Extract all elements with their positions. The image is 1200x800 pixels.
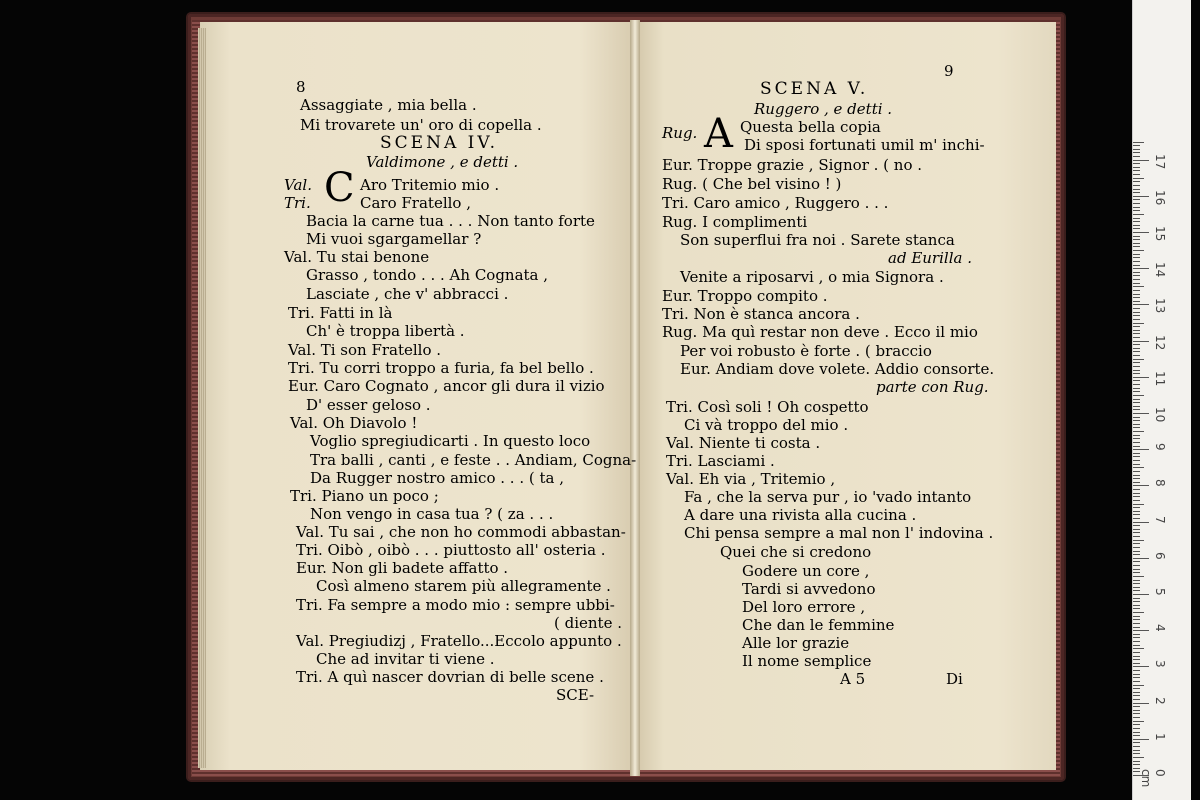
ruler-tick [1133,583,1140,584]
ruler-tick [1133,522,1149,523]
ruler-tick [1133,453,1140,454]
right_page-line: Godere un core , [742,562,870,580]
ruler-label: 1 [1153,732,1167,741]
ruler-tick [1133,634,1140,635]
ruler-tick [1133,757,1144,758]
ruler-tick [1133,656,1140,657]
ruler-tick [1133,221,1140,222]
right_page-line: Di [946,670,963,688]
ruler-tick [1133,536,1140,537]
ruler-tick [1133,699,1140,700]
ruler-tick [1133,232,1149,233]
ruler-label: 12 [1153,334,1167,350]
ruler-tick [1133,496,1140,497]
right_page-line: Di sposi fortunati umil m' inchi- [744,136,985,154]
ruler-tick [1133,207,1140,208]
left_page-line: SCE- [556,686,595,704]
ruler-tick [1133,554,1140,555]
ruler-tick [1133,471,1140,472]
ruler-tick [1133,598,1140,599]
right_page-line: Tri. Non è stanca ancora . [662,305,860,323]
ruler-tick [1133,384,1140,385]
right_page-line: A 5 [840,670,866,688]
ruler-tick [1133,641,1140,642]
ruler-tick [1133,431,1144,432]
ruler-tick [1133,323,1144,324]
ruler-tick [1133,225,1140,226]
right_page-line: Venite a riposarvi , o mia Signora . [680,268,944,286]
ruler-tick [1133,163,1140,164]
ruler-tick [1133,580,1140,581]
right_page-line: A dare una rivista alla cucina . [684,506,917,524]
left_page-line: Valdimone , e detti . [366,153,519,171]
left_page-line: Da Rugger nostro amico . . . ( ta , [310,469,564,487]
ruler-label: 7 [1153,515,1167,524]
left_page-line: Tri. Fatti in là [288,304,393,322]
left_page-line: Tri. [284,194,311,212]
ruler-tick [1133,380,1140,381]
ruler-tick [1133,717,1140,718]
ruler-tick [1133,750,1140,751]
ruler-tick [1133,301,1140,302]
left_page-line: Val. Tu sai , che non ho commodi abbastan- [296,523,626,541]
measuring-ruler [1132,0,1191,800]
ruler-tick [1133,370,1140,371]
ruler-tick [1133,746,1140,747]
ruler-tick [1133,424,1140,425]
ruler-tick [1133,438,1140,439]
right_page-line: Son superflui fra noi . Sarete stanca [680,231,955,249]
ruler-tick [1133,442,1140,443]
ruler-tick [1133,761,1140,762]
ruler-tick [1133,627,1140,628]
ruler-tick [1133,493,1140,494]
left_page-line: Eur. Caro Cognato , ancor gli dura il vizio [288,377,605,395]
right_page-line: Tri. Caro amico , Ruggero . . . [662,194,889,212]
ruler-tick [1133,326,1140,327]
ruler-tick [1133,167,1140,168]
left_page-line: Val. Pregiudizj , Fratello...Eccolo appunto . [296,632,622,650]
ruler-tick [1133,170,1140,171]
right_page-line: SCENA V. [760,79,869,99]
right_page-line: Rug. Ma quì restar non deve . Ecco il mio [662,323,978,341]
right_page-line: Ruggero , e detti . [754,100,893,118]
ruler-tick [1133,178,1144,179]
ruler-tick [1133,670,1140,671]
ruler-tick [1133,181,1140,182]
left_page-line: Voglio spregiudicarti . In questo loco [310,432,591,450]
ruler-tick [1133,543,1140,544]
ruler-tick [1133,348,1140,349]
right_page-line: Chi pensa sempre a mal non l' indovina . [684,524,994,542]
ruler-tick [1133,590,1140,591]
ruler-tick [1133,290,1140,291]
ruler-tick [1133,663,1140,664]
ruler-tick [1133,156,1140,157]
ruler-tick [1133,199,1140,200]
right_page-line: Tri. Così soli ! Oh cospetto [666,398,869,416]
ruler-tick [1133,297,1140,298]
ruler-label: 3 [1153,660,1167,669]
ruler-tick [1133,572,1140,573]
dropcap-left: C [324,165,355,211]
left_page-line: Tra balli , canti , e feste . . Andiam, Cogna- [310,451,637,469]
ruler-tick [1133,706,1140,707]
page-stack-edge [198,28,206,768]
ruler-tick [1133,482,1140,483]
ruler-tick [1133,409,1140,410]
ruler-tick [1133,388,1140,389]
ruler-tick [1133,210,1140,211]
ruler-tick [1133,246,1140,247]
left_page-line: Ch' è troppa libertà . [306,322,465,340]
ruler-tick [1133,261,1140,262]
ruler-tick [1133,674,1140,675]
ruler-tick [1133,713,1140,714]
ruler-tick [1133,666,1149,667]
ruler-tick [1133,286,1144,287]
ruler-tick [1133,652,1140,653]
ruler-label: 10 [1153,407,1167,423]
right_page-line: Val. Eh via , Tritemio , [666,470,836,488]
ruler-tick [1133,637,1140,638]
right_page-line: Il nome semplice [742,652,872,670]
ruler-tick [1133,688,1140,689]
ruler-tick [1133,362,1140,363]
ruler-tick [1133,732,1140,733]
left_page-line: D' esser geloso . [306,396,431,414]
ruler-tick [1133,547,1140,548]
ruler-tick [1133,294,1140,295]
ruler-tick [1133,529,1140,530]
ruler-tick [1133,402,1140,403]
ruler-tick [1133,645,1140,646]
ruler-label: 16 [1153,189,1167,206]
ruler-tick [1133,203,1140,204]
ruler-tick [1133,619,1140,620]
ruler-tick [1133,341,1149,342]
right_page-line: Ci và troppo del mio . [684,416,849,434]
right_page-line: Per voi robusto è forte . ( braccio [680,342,932,360]
right_page-line: ad Eurilla . [888,249,972,267]
right_page-line: Questa bella copia [740,118,881,136]
ruler-tick [1133,265,1140,266]
right_page-line: Alle lor grazie [742,634,850,652]
ruler-tick [1133,236,1140,237]
ruler-tick [1133,681,1140,682]
ruler-label: 4 [1153,624,1167,632]
ruler-tick [1133,449,1149,450]
ruler-tick [1133,485,1149,486]
ruler-tick [1133,608,1140,609]
ruler-tick [1133,721,1144,722]
left_page-line: Val. Ti son Fratello . [288,341,442,359]
ruler-tick [1133,373,1140,374]
ruler-tick [1133,551,1140,552]
ruler-tick [1133,475,1140,476]
left_page-line: Tri. Piano un poco ; [290,487,439,505]
ruler-tick [1133,189,1140,190]
ruler-label: 6 [1153,551,1167,560]
ruler-tick [1133,514,1140,515]
ruler-tick [1133,623,1140,624]
left_page-line: Aro Tritemio mio . [360,176,500,194]
ruler-tick [1133,330,1140,331]
ruler-tick [1133,337,1140,338]
ruler-tick [1133,594,1149,595]
ruler-tick [1133,561,1140,562]
left_page-line: Non vengo in casa tua ? ( za . . . [310,505,554,523]
book-gutter [630,20,640,776]
right_page-line: Quei che si credono [720,543,872,561]
ruler-tick [1133,504,1144,505]
ruler-tick [1133,464,1140,465]
ruler-tick [1133,525,1140,526]
left-page-number: 8 [296,78,306,96]
ruler-tick [1133,630,1149,631]
ruler-tick [1133,279,1140,280]
ruler-tick [1133,587,1140,588]
ruler-label: 15 [1153,226,1167,242]
ruler-tick [1133,507,1140,508]
left_page-line: SCENA IV. [380,133,499,153]
ruler-tick [1133,395,1144,396]
ruler-tick [1133,710,1140,711]
ruler-tick [1133,478,1140,479]
ruler-tick [1133,366,1140,367]
ruler-tick [1133,489,1140,490]
ruler-tick [1133,518,1140,519]
ruler-tick [1133,648,1144,649]
left_page-line: Tri. Fa sempre a modo mio : sempre ubbi- [296,596,615,614]
right_page-line: Eur. Andiam dove volete. Addio consorte. [680,360,995,378]
left_page-line: Che ad invitar ti viene . [316,650,495,668]
ruler-tick [1133,467,1144,468]
ruler-tick [1133,601,1140,602]
ruler-tick [1133,145,1140,146]
ruler-tick [1133,218,1140,219]
ruler-tick [1133,413,1149,414]
left_page-line: Assaggiate , mia bella . [300,96,477,114]
right-page-number: 9 [944,62,954,80]
right_page-line: Eur. Troppo compito . [662,287,828,305]
left_page-line: ( diente . [554,614,622,632]
left_page-line: Lasciate , che v' abbracci . [306,285,509,303]
ruler-tick [1133,315,1140,316]
ruler-tick [1133,724,1140,725]
ruler-tick [1133,659,1140,660]
ruler-tick [1133,142,1144,143]
ruler-tick [1133,399,1140,400]
left_page-line: Mi vuoi sgargamellar ? [306,230,482,248]
ruler-tick [1133,160,1149,161]
ruler-tick [1133,420,1140,421]
ruler-tick [1133,612,1144,613]
ruler-label: 0 cm [1139,769,1167,788]
right_page-line: Tri. Lasciami . [666,452,775,470]
ruler-tick [1133,254,1140,255]
ruler-tick [1133,417,1140,418]
ruler-tick [1133,605,1140,606]
ruler-tick [1133,511,1140,512]
ruler-label: 14 [1153,262,1167,278]
ruler-tick [1133,569,1140,570]
ruler-tick [1133,351,1140,352]
right_page-line: Rug. I complimenti [662,213,808,231]
ruler-tick [1133,192,1140,193]
right_page-line: parte con Rug. [876,378,989,396]
ruler-tick [1133,272,1140,273]
ruler-tick [1133,764,1140,765]
ruler-tick [1133,377,1149,378]
ruler-tick [1133,576,1144,577]
left_page-line: Val. Oh Diavolo ! [290,414,418,432]
ruler-tick [1133,616,1140,617]
ruler-tick [1133,250,1144,251]
left_page-line: Così almeno starem più allegramente . [316,577,611,595]
right_page-line: Val. Niente ti costa . [666,434,821,452]
ruler-tick [1133,283,1140,284]
left_page-line: Eur. Non gli badete affatto . [296,559,509,577]
right_page-line: Rug. ( Che bel visino ! ) [662,175,842,193]
ruler-tick [1133,355,1140,356]
left_page-line: Mi trovarete un' oro di copella . [300,116,542,134]
right_page-line: Fa , che la serva pur , io 'vado intanto [684,488,972,506]
ruler-tick [1133,456,1140,457]
right_page-line: Tardi si avvedono [742,580,876,598]
ruler-tick [1133,500,1140,501]
right_page-line: Che dan le femmine [742,616,895,634]
left_page-line: Grasso , tondo . . . Ah Cognata , [306,266,549,284]
ruler-tick [1133,728,1140,729]
ruler-tick [1133,532,1140,533]
left_page-line: Bacia la carne tua . . . Non tanto forte [306,212,595,230]
left_page-line: Tri. Oibò , oibò . . . piuttosto all' osteria . [296,541,606,559]
left_page-line: Val. Tu stai benone [284,248,430,266]
ruler-tick [1133,304,1149,305]
ruler-tick [1133,214,1144,215]
dropcap-right: A [704,111,733,157]
ruler-tick [1133,677,1140,678]
ruler-tick [1133,435,1140,436]
ruler-tick [1133,308,1140,309]
ruler-tick [1133,359,1144,360]
ruler-label: 13 [1153,298,1167,314]
ruler-tick [1133,540,1144,541]
ruler-tick [1133,703,1149,704]
left_page-line: Tri. A quì nascer dovrian di belle scene . [296,668,604,686]
ruler-tick [1133,152,1140,153]
left_page-line: Tri. Tu corri troppo a furia, fa bel bello . [288,359,594,377]
ruler-tick [1133,239,1140,240]
ruler-tick [1133,312,1140,313]
ruler-label: 17 [1153,153,1167,169]
ruler-tick [1133,735,1140,736]
ruler-tick [1133,319,1140,320]
ruler-tick [1133,685,1144,686]
ruler-tick [1133,268,1149,269]
left_page-line: Val. [284,176,312,194]
ruler-label: 9 [1153,443,1167,451]
ruler-tick [1133,174,1140,175]
ruler-tick [1133,406,1140,407]
ruler-tick [1133,344,1140,345]
ruler-label: 8 [1153,479,1167,488]
ruler-tick [1133,427,1140,428]
ruler-tick [1133,742,1140,743]
ruler-tick [1133,460,1140,461]
ruler-label: 2 [1153,696,1167,705]
left_page-line: Caro Fratello , [360,194,471,212]
ruler-tick [1133,196,1149,197]
right_page-line: Rug. [662,124,698,142]
ruler-tick [1133,446,1140,447]
right_page-line: Eur. Troppe grazie , Signor . ( no . [662,156,923,174]
ruler-label: 11 [1153,370,1167,387]
ruler-tick [1133,228,1140,229]
ruler-tick [1133,558,1149,559]
ruler-tick [1133,243,1140,244]
ruler-tick [1133,739,1149,740]
ruler-tick [1133,257,1140,258]
ruler-tick [1133,149,1140,150]
ruler-tick [1133,333,1140,334]
ruler-tick [1133,185,1140,186]
right_page-line: Del loro errore , [742,598,866,616]
ruler-tick [1133,275,1140,276]
ruler-tick [1133,565,1140,566]
ruler-tick [1133,391,1140,392]
ruler-tick [1133,753,1140,754]
ruler-tick [1133,692,1140,693]
ruler-label: 5 [1153,588,1167,596]
ruler-tick [1133,695,1140,696]
